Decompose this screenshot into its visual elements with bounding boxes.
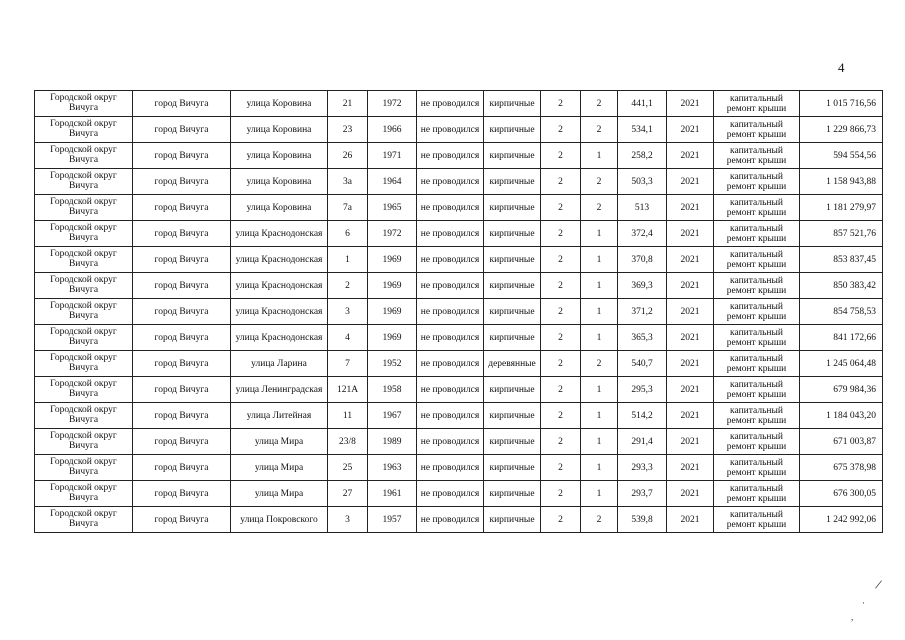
- cell-city: город Вичуга: [133, 403, 231, 429]
- table-row: [35, 221, 883, 247]
- cell-district: Городской округ Вичуга: [35, 195, 133, 221]
- cell-city: город Вичуга: [133, 325, 231, 351]
- table-row: [35, 247, 883, 273]
- cell-wall-material: кирпичные: [484, 481, 541, 507]
- cell-floors: 2: [541, 169, 581, 195]
- cell-city: город Вичуга: [133, 481, 231, 507]
- cell-cost: 850 383,42: [800, 273, 883, 299]
- cell-last-repair: не проводился: [417, 247, 484, 273]
- table-row: [35, 91, 883, 117]
- table-row: [35, 325, 883, 351]
- cell-city: город Вичуга: [133, 429, 231, 455]
- cell-work-type: капитальный ремонт крыши: [714, 91, 800, 117]
- table-row: [35, 299, 883, 325]
- cell-plan-year: 2021: [667, 91, 714, 117]
- cell-district: Городской округ Вичуга: [35, 325, 133, 351]
- cell-area: 293,3: [618, 455, 667, 481]
- cell-year: 1969: [368, 299, 417, 325]
- cell-wall-material: кирпичные: [484, 247, 541, 273]
- cell-entrances: 1: [581, 273, 618, 299]
- cell-house: 2: [328, 273, 368, 299]
- cell-house: 121А: [328, 377, 368, 403]
- cell-house: 21: [328, 91, 368, 117]
- cell-year: 1969: [368, 325, 417, 351]
- cell-work-type: капитальный ремонт крыши: [714, 169, 800, 195]
- cell-floors: 2: [541, 299, 581, 325]
- cell-area: 369,3: [618, 273, 667, 299]
- cell-district: Городской округ Вичуга: [35, 351, 133, 377]
- cell-entrances: 1: [581, 429, 618, 455]
- cell-work-type: капитальный ремонт крыши: [714, 299, 800, 325]
- cell-floors: 2: [541, 325, 581, 351]
- cell-wall-material: кирпичные: [484, 403, 541, 429]
- cell-entrances: 2: [581, 351, 618, 377]
- cell-city: город Вичуга: [133, 195, 231, 221]
- cell-area: 514,2: [618, 403, 667, 429]
- cell-city: город Вичуга: [133, 507, 231, 533]
- table-row: [35, 455, 883, 481]
- cell-floors: 2: [541, 481, 581, 507]
- cell-plan-year: 2021: [667, 507, 714, 533]
- cell-year: 1969: [368, 247, 417, 273]
- cell-house: 7а: [328, 195, 368, 221]
- table-row: [35, 195, 883, 221]
- cell-cost: 679 984,36: [800, 377, 883, 403]
- table-row: [35, 169, 883, 195]
- cell-work-type: капитальный ремонт крыши: [714, 221, 800, 247]
- cell-area: 441,1: [618, 91, 667, 117]
- cell-district: Городской округ Вичуга: [35, 299, 133, 325]
- table-body: [35, 91, 883, 533]
- cell-year: 1952: [368, 351, 417, 377]
- table-row: [35, 507, 883, 533]
- cell-work-type: капитальный ремонт крыши: [714, 247, 800, 273]
- cell-plan-year: 2021: [667, 481, 714, 507]
- cell-plan-year: 2021: [667, 247, 714, 273]
- cell-wall-material: кирпичные: [484, 429, 541, 455]
- cell-house: 25: [328, 455, 368, 481]
- cell-house: 26: [328, 143, 368, 169]
- cell-last-repair: не проводился: [417, 169, 484, 195]
- cell-entrances: 2: [581, 169, 618, 195]
- cell-last-repair: не проводился: [417, 221, 484, 247]
- cell-cost: 1 229 866,73: [800, 117, 883, 143]
- cell-last-repair: не проводился: [417, 325, 484, 351]
- cell-entrances: 1: [581, 299, 618, 325]
- cell-plan-year: 2021: [667, 169, 714, 195]
- cell-district: Городской округ Вичуга: [35, 143, 133, 169]
- cell-area: 540,7: [618, 351, 667, 377]
- cell-wall-material: кирпичные: [484, 299, 541, 325]
- cell-city: город Вичуга: [133, 247, 231, 273]
- cell-house: 23/8: [328, 429, 368, 455]
- cell-area: 372,4: [618, 221, 667, 247]
- cell-area: 370,8: [618, 247, 667, 273]
- cell-last-repair: не проводился: [417, 273, 484, 299]
- cell-wall-material: кирпичные: [484, 325, 541, 351]
- pen-mark: ·: [862, 598, 865, 608]
- cell-work-type: капитальный ремонт крыши: [714, 325, 800, 351]
- cell-district: Городской округ Вичуга: [35, 403, 133, 429]
- cell-wall-material: кирпичные: [484, 377, 541, 403]
- cell-cost: 857 521,76: [800, 221, 883, 247]
- cell-floors: 2: [541, 351, 581, 377]
- cell-work-type: капитальный ремонт крыши: [714, 351, 800, 377]
- cell-street: улица Мира: [231, 481, 328, 507]
- cell-year: 1989: [368, 429, 417, 455]
- cell-last-repair: не проводился: [417, 91, 484, 117]
- cell-street: улица Краснодонская: [231, 273, 328, 299]
- cell-year: 1957: [368, 507, 417, 533]
- cell-street: улица Мира: [231, 429, 328, 455]
- cell-entrances: 2: [581, 117, 618, 143]
- cell-city: город Вичуга: [133, 117, 231, 143]
- cell-cost: 841 172,66: [800, 325, 883, 351]
- cell-area: 291,4: [618, 429, 667, 455]
- cell-area: 365,3: [618, 325, 667, 351]
- cell-area: 539,8: [618, 507, 667, 533]
- cell-wall-material: деревянные: [484, 351, 541, 377]
- cell-entrances: 1: [581, 481, 618, 507]
- table-row: [35, 481, 883, 507]
- cell-year: 1963: [368, 455, 417, 481]
- cell-last-repair: не проводился: [417, 429, 484, 455]
- cell-cost: 671 003,87: [800, 429, 883, 455]
- cell-work-type: капитальный ремонт крыши: [714, 429, 800, 455]
- cell-last-repair: не проводился: [417, 507, 484, 533]
- cell-entrances: 1: [581, 221, 618, 247]
- cell-plan-year: 2021: [667, 117, 714, 143]
- cell-floors: 2: [541, 273, 581, 299]
- cell-house: 23: [328, 117, 368, 143]
- cell-last-repair: не проводился: [417, 481, 484, 507]
- cell-cost: 1 242 992,06: [800, 507, 883, 533]
- pen-mark: /: [873, 577, 883, 594]
- cell-house: 3а: [328, 169, 368, 195]
- cell-year: 1969: [368, 273, 417, 299]
- cell-wall-material: кирпичные: [484, 143, 541, 169]
- cell-city: город Вичуга: [133, 169, 231, 195]
- cell-street: улица Ларина: [231, 351, 328, 377]
- cell-house: 11: [328, 403, 368, 429]
- cell-cost: 1 184 043,20: [800, 403, 883, 429]
- cell-floors: 2: [541, 429, 581, 455]
- cell-wall-material: кирпичные: [484, 507, 541, 533]
- cell-last-repair: не проводился: [417, 143, 484, 169]
- cell-wall-material: кирпичные: [484, 221, 541, 247]
- cell-work-type: капитальный ремонт крыши: [714, 507, 800, 533]
- pen-mark: ,: [851, 612, 854, 622]
- cell-street: улица Краснодонская: [231, 325, 328, 351]
- cell-entrances: 1: [581, 247, 618, 273]
- cell-entrances: 2: [581, 507, 618, 533]
- cell-house: 1: [328, 247, 368, 273]
- cell-year: 1958: [368, 377, 417, 403]
- cell-city: город Вичуга: [133, 221, 231, 247]
- housing-repair-table: [34, 90, 883, 533]
- cell-entrances: 1: [581, 325, 618, 351]
- cell-plan-year: 2021: [667, 299, 714, 325]
- cell-floors: 2: [541, 403, 581, 429]
- cell-last-repair: не проводился: [417, 351, 484, 377]
- table-row: [35, 117, 883, 143]
- cell-floors: 2: [541, 247, 581, 273]
- cell-year: 1972: [368, 91, 417, 117]
- cell-street: улица Коровина: [231, 117, 328, 143]
- cell-city: город Вичуга: [133, 455, 231, 481]
- cell-year: 1964: [368, 169, 417, 195]
- cell-city: город Вичуга: [133, 377, 231, 403]
- cell-district: Городской округ Вичуга: [35, 247, 133, 273]
- cell-street: улица Краснодонская: [231, 221, 328, 247]
- cell-street: улица Литейная: [231, 403, 328, 429]
- cell-street: улица Краснодонская: [231, 247, 328, 273]
- cell-last-repair: не проводился: [417, 195, 484, 221]
- cell-district: Городской округ Вичуга: [35, 169, 133, 195]
- cell-area: 371,2: [618, 299, 667, 325]
- cell-cost: 853 837,45: [800, 247, 883, 273]
- cell-year: 1961: [368, 481, 417, 507]
- table-row: [35, 403, 883, 429]
- cell-street: улица Коровина: [231, 169, 328, 195]
- cell-city: город Вичуга: [133, 273, 231, 299]
- cell-year: 1972: [368, 221, 417, 247]
- cell-city: город Вичуга: [133, 91, 231, 117]
- cell-work-type: капитальный ремонт крыши: [714, 377, 800, 403]
- cell-work-type: капитальный ремонт крыши: [714, 455, 800, 481]
- cell-floors: 2: [541, 221, 581, 247]
- cell-plan-year: 2021: [667, 273, 714, 299]
- cell-area: 513: [618, 195, 667, 221]
- cell-floors: 2: [541, 117, 581, 143]
- cell-area: 295,3: [618, 377, 667, 403]
- cell-street: улица Ленинградская: [231, 377, 328, 403]
- cell-district: Городской округ Вичуга: [35, 481, 133, 507]
- cell-area: 293,7: [618, 481, 667, 507]
- cell-plan-year: 2021: [667, 325, 714, 351]
- cell-year: 1966: [368, 117, 417, 143]
- cell-plan-year: 2021: [667, 403, 714, 429]
- cell-house: 6: [328, 221, 368, 247]
- cell-cost: 1 015 716,56: [800, 91, 883, 117]
- cell-plan-year: 2021: [667, 195, 714, 221]
- cell-cost: 1 158 943,88: [800, 169, 883, 195]
- cell-work-type: капитальный ремонт крыши: [714, 481, 800, 507]
- cell-entrances: 1: [581, 377, 618, 403]
- cell-last-repair: не проводился: [417, 377, 484, 403]
- cell-work-type: капитальный ремонт крыши: [714, 117, 800, 143]
- cell-work-type: капитальный ремонт крыши: [714, 143, 800, 169]
- cell-house: 7: [328, 351, 368, 377]
- cell-floors: 2: [541, 143, 581, 169]
- cell-street: улица Коровина: [231, 143, 328, 169]
- cell-street: улица Коровина: [231, 91, 328, 117]
- cell-plan-year: 2021: [667, 221, 714, 247]
- cell-work-type: капитальный ремонт крыши: [714, 273, 800, 299]
- cell-entrances: 2: [581, 195, 618, 221]
- cell-entrances: 1: [581, 455, 618, 481]
- cell-wall-material: кирпичные: [484, 117, 541, 143]
- table-row: [35, 429, 883, 455]
- table-row: [35, 351, 883, 377]
- cell-entrances: 1: [581, 143, 618, 169]
- cell-street: улица Мира: [231, 455, 328, 481]
- cell-cost: 854 758,53: [800, 299, 883, 325]
- cell-floors: 2: [541, 377, 581, 403]
- cell-area: 258,2: [618, 143, 667, 169]
- cell-entrances: 2: [581, 91, 618, 117]
- cell-cost: 1 181 279,97: [800, 195, 883, 221]
- table-row: [35, 273, 883, 299]
- cell-year: 1965: [368, 195, 417, 221]
- cell-work-type: капитальный ремонт крыши: [714, 195, 800, 221]
- cell-plan-year: 2021: [667, 143, 714, 169]
- cell-entrances: 1: [581, 403, 618, 429]
- cell-year: 1967: [368, 403, 417, 429]
- cell-cost: 594 554,56: [800, 143, 883, 169]
- cell-area: 534,1: [618, 117, 667, 143]
- cell-plan-year: 2021: [667, 429, 714, 455]
- cell-wall-material: кирпичные: [484, 91, 541, 117]
- cell-street: улица Краснодонская: [231, 299, 328, 325]
- cell-district: Городской округ Вичуга: [35, 273, 133, 299]
- cell-wall-material: кирпичные: [484, 455, 541, 481]
- cell-street: улица Коровина: [231, 195, 328, 221]
- cell-wall-material: кирпичные: [484, 195, 541, 221]
- cell-city: город Вичуга: [133, 143, 231, 169]
- table-row: [35, 143, 883, 169]
- cell-street: улица Покровского: [231, 507, 328, 533]
- cell-district: Городской округ Вичуга: [35, 91, 133, 117]
- cell-last-repair: не проводился: [417, 299, 484, 325]
- cell-house: 3: [328, 507, 368, 533]
- cell-work-type: капитальный ремонт крыши: [714, 403, 800, 429]
- cell-last-repair: не проводился: [417, 117, 484, 143]
- cell-floors: 2: [541, 507, 581, 533]
- cell-wall-material: кирпичные: [484, 169, 541, 195]
- cell-district: Городской округ Вичуга: [35, 377, 133, 403]
- cell-floors: 2: [541, 455, 581, 481]
- cell-plan-year: 2021: [667, 351, 714, 377]
- cell-year: 1971: [368, 143, 417, 169]
- cell-last-repair: не проводился: [417, 403, 484, 429]
- cell-plan-year: 2021: [667, 455, 714, 481]
- cell-house: 4: [328, 325, 368, 351]
- cell-plan-year: 2021: [667, 377, 714, 403]
- cell-floors: 2: [541, 91, 581, 117]
- table-row: [35, 377, 883, 403]
- cell-cost: 675 378,98: [800, 455, 883, 481]
- cell-house: 27: [328, 481, 368, 507]
- cell-district: Городской округ Вичуга: [35, 117, 133, 143]
- cell-district: Городской округ Вичуга: [35, 221, 133, 247]
- cell-house: 3: [328, 299, 368, 325]
- cell-area: 503,3: [618, 169, 667, 195]
- cell-last-repair: не проводился: [417, 455, 484, 481]
- cell-city: город Вичуга: [133, 299, 231, 325]
- cell-city: город Вичуга: [133, 351, 231, 377]
- page-number: 4: [838, 60, 845, 75]
- cell-floors: 2: [541, 195, 581, 221]
- cell-wall-material: кирпичные: [484, 273, 541, 299]
- cell-cost: 676 300,05: [800, 481, 883, 507]
- cell-district: Городской округ Вичуга: [35, 507, 133, 533]
- cell-district: Городской округ Вичуга: [35, 455, 133, 481]
- cell-district: Городской округ Вичуга: [35, 429, 133, 455]
- cell-cost: 1 245 064,48: [800, 351, 883, 377]
